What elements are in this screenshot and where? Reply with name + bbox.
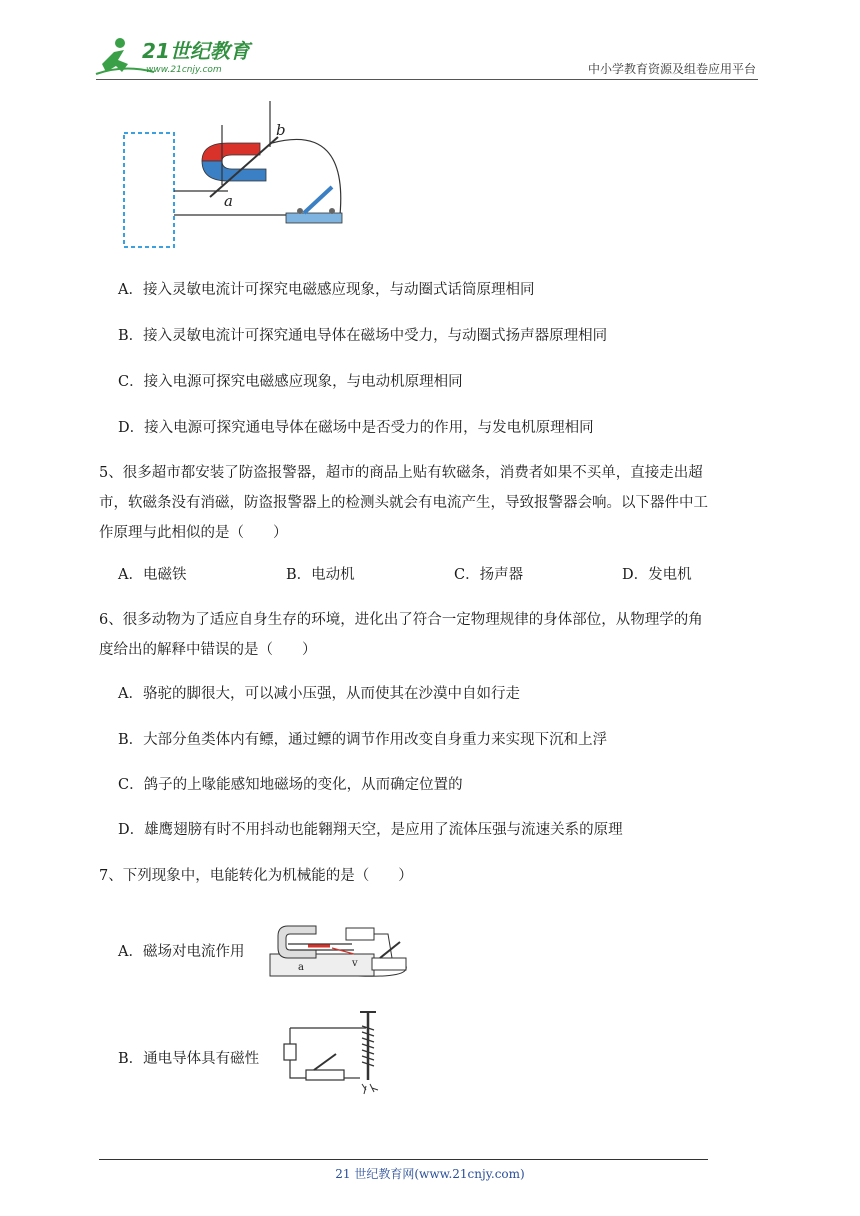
motion-arrow <box>332 948 354 954</box>
resistor <box>284 1044 296 1060</box>
logo-url: www.21cnjy.com <box>146 65 222 75</box>
q7-figure-b <box>278 1006 390 1098</box>
site-logo <box>94 34 264 78</box>
q5-option-d: D．发电机 <box>622 567 692 583</box>
battery <box>346 928 374 940</box>
q7-option-a: A．磁场对电流作用 <box>118 944 245 960</box>
footer-site-link[interactable]: 21 世纪教育网(www.21cnjy.com) <box>335 1167 525 1181</box>
q5-option-a: A．电磁铁 <box>118 567 187 583</box>
q5-option-b: B．电动机 <box>286 567 355 583</box>
pins <box>362 1084 378 1094</box>
q4-option-d: D．接入电源可探究通电导体在磁场中是否受力的作用，与发电机原理相同 <box>118 420 594 436</box>
label-b: b <box>276 121 286 139</box>
header-divider <box>96 79 758 80</box>
q6-option-a: A．骆驼的脚很大，可以减小压强，从而使其在沙漠中自如行走 <box>118 686 520 702</box>
horseshoe-magnet-south <box>202 161 266 181</box>
dashed-device-box <box>124 133 174 247</box>
switch-blade <box>314 1054 336 1070</box>
footer-divider <box>99 1159 708 1160</box>
logo-title: 21世纪教育 <box>142 39 250 63</box>
q6-option-d: D．雄鹰翅膀有时不用抖动也能翱翔天空，是应用了流体压强与流速关系的原理 <box>118 822 623 838</box>
q5-stem-line: 市，软磁条没有消磁，防盗报警器上的检测头就会有电流产生，导致报警器会响。以下器件中工 <box>99 495 708 511</box>
figure-magnet-circuit <box>110 95 360 255</box>
q5-stem-line: 作原理与此相似的是（ ） <box>99 525 288 541</box>
q6-option-b: B．大部分鱼类体内有鳔，通过鳔的调节作用改变自身重力来实现下沉和上浮 <box>118 732 608 748</box>
horseshoe-magnet-north <box>202 143 260 161</box>
q4-option-b: B．接入灵敏电流计可探究通电导体在磁场中受力，与动圈式扬声器原理相同 <box>118 328 608 344</box>
q6-stem-line: 6、很多动物为了适应自身生存的环境，进化出了符合一定物理规律的身体部位，从物理学的角 <box>99 612 703 628</box>
switch-terminal <box>297 208 303 214</box>
label-a: a <box>298 962 304 973</box>
switch-base <box>372 958 406 970</box>
switch-base <box>286 213 342 223</box>
q6-option-c: C．鸽子的上喙能感知地磁场的变化，从而确定位置的 <box>118 777 463 793</box>
horseshoe-magnet <box>278 926 316 958</box>
wire <box>272 139 341 215</box>
q7-option-b: B．通电导体具有磁性 <box>118 1051 260 1067</box>
q7-figure-a <box>268 918 414 980</box>
q5-stem-line: 5、很多超市都安装了防盗报警器，超市的商品上贴有软磁条，消费者如果不买单，直接走出超 <box>99 465 703 481</box>
switch-base <box>306 1070 344 1080</box>
q6-stem-line: 度给出的解释中错误的是（ ） <box>99 642 317 658</box>
header-platform-text: 中小学教育资源及组卷应用平台 <box>587 62 756 76</box>
switch-blade <box>304 187 332 213</box>
q7-stem: 7、下列现象中，电能转化为机械能的是（ ） <box>99 868 413 884</box>
switch-terminal <box>329 208 335 214</box>
q4-option-c: C．接入电源可探究电磁感应现象，与电动机原理相同 <box>118 374 463 390</box>
q4-option-a: A．接入灵敏电流计可探究电磁感应现象，与动圈式话筒原理相同 <box>118 282 535 298</box>
q5-option-c: C．扬声器 <box>454 567 524 583</box>
label-a: a <box>224 192 233 210</box>
label-v: v <box>352 958 358 969</box>
